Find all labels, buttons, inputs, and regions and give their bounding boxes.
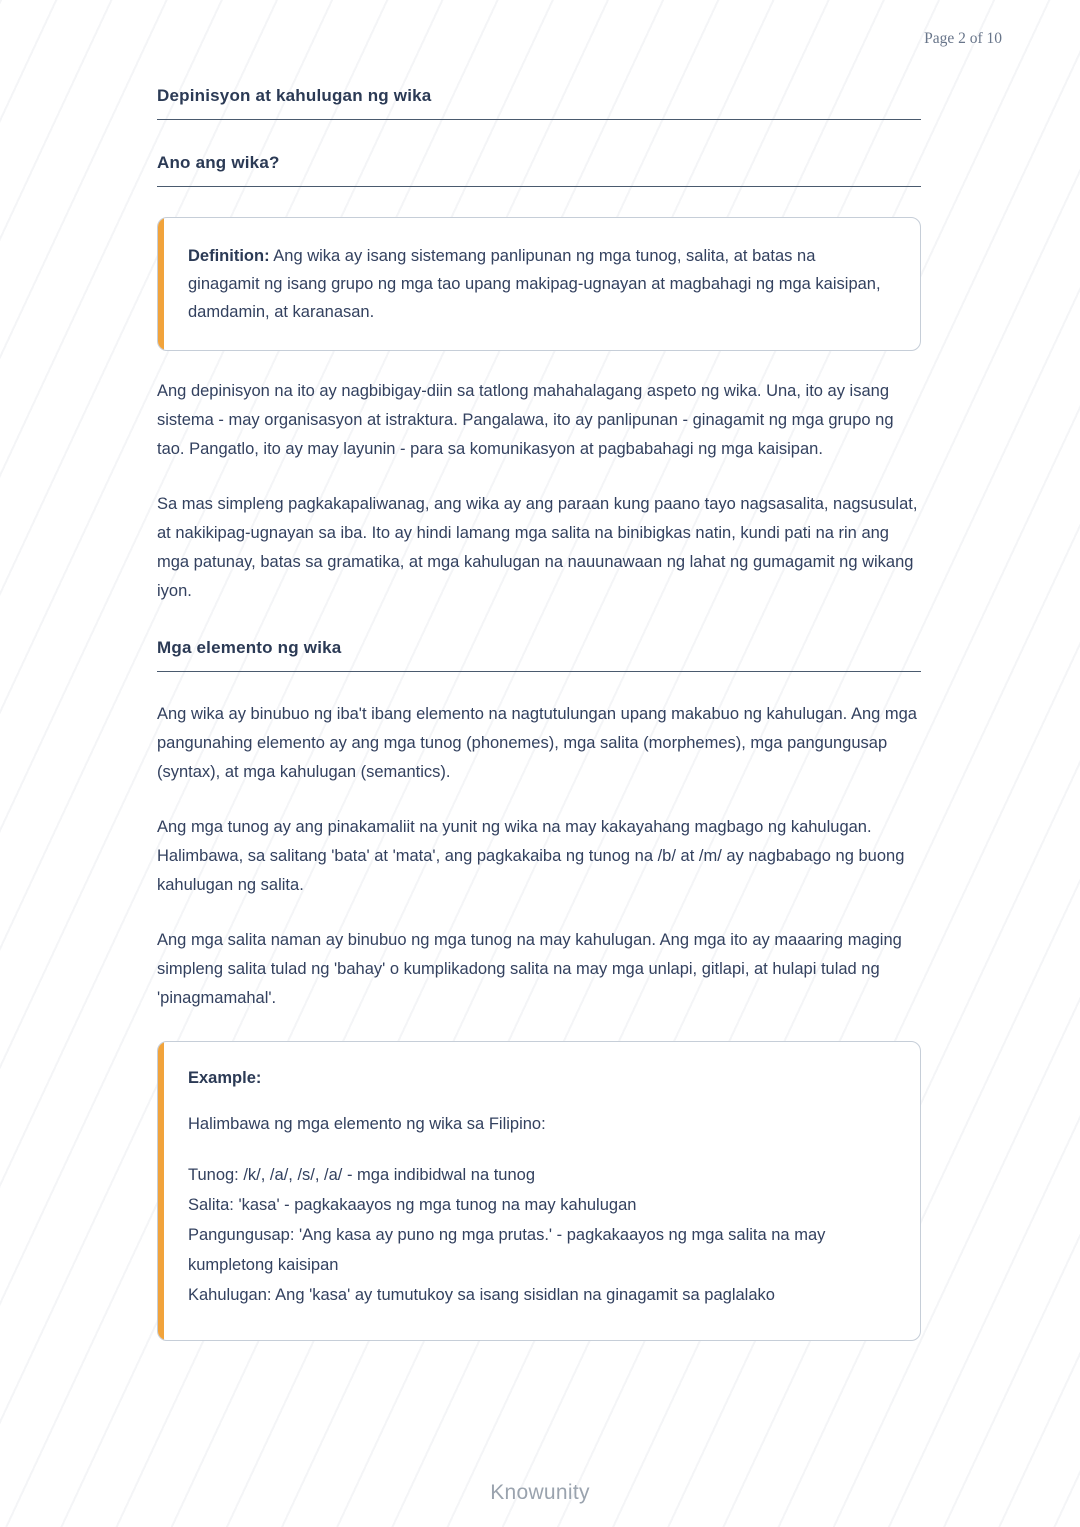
paragraph: Ang mga salita naman ay binubuo ng mga tunog na may kahulugan. Ang mga ito ay maaaring maging simpleng salita tulad ng 'bahay' o kumplikadong salita na may mga unlapi, gitlapi, at hulapi tulad ng 'pinagmamahal'.	[157, 931, 902, 1007]
paragraph: Ang wika ay binubuo ng iba't ibang elemento na nagtutulungan upang makabuo ng kahulugan. Ang mga pangunahing elemento ay ang mga tunog (phonemes), mga salita (morphemes), mga pangungusap (syntax), at mga kahulugan (semantics).	[157, 705, 917, 781]
example-intro: Halimbawa ng mga elemento ng wika sa Filipino:	[188, 1115, 546, 1133]
footer-brand: Knowunity	[490, 1481, 590, 1504]
definition-box	[157, 217, 921, 351]
accent-bar	[158, 1042, 164, 1340]
example-line: Pangungusap: 'Ang kasa ay puno ng mga prutas.' - pagkakaayos ng mga salita na may kumpletong kaisipan	[188, 1226, 826, 1274]
accent-bar	[158, 218, 164, 350]
section-heading-sub: Ano ang wika?	[157, 153, 921, 187]
document-content	[157, 86, 921, 1341]
definition-label: Definition:	[188, 247, 270, 265]
definition-text	[188, 242, 890, 326]
section-heading-elements: Mga elemento ng wika	[157, 638, 921, 672]
page-number: Page 2 of 10	[924, 30, 1002, 47]
example-line: Salita: 'kasa' - pagkakaayos ng mga tunog na may kahulugan	[188, 1196, 637, 1214]
paragraph: Ang depinisyon na ito ay nagbibigay-diin sa tatlong mahahalagang aspeto ng wika. Una, ito ay isang sistema - may organisasyon at istraktura. Pangalawa, ito ay panlipunan - ginagamit ng mga grupo ng tao. Pangatlo, ito ay may layunin - para sa komunikasyon at pagbabahagi ng mga kaisipan.	[157, 382, 894, 458]
paragraph: Ang mga tunog ay ang pinakamaliit na yunit ng wika na may kakayahang magbago ng kahulugan. Halimbawa, sa salitang 'bata' at 'mata', ang pagkakaiba ng tunog na /b/ at /m/ ay nagbabago ng buong kahulugan ng salita.	[157, 818, 905, 894]
paragraph: Sa mas simpleng pagkakapaliwanag, ang wika ay ang paraan kung paano tayo nagsasalita, nagsusulat, at nakikipag-ugnayan sa iba. Ito ay hindi lamang mga salita na binibigkas natin, kundi pati na rin ang mga patunay, batas sa gramatika, at mga kahulugan na nauunawaan ng lahat ng gumagamit ng wikang iyon.	[157, 495, 918, 600]
section-heading-main: Depinisyon at kahulugan ng wika	[157, 86, 921, 120]
example-box	[157, 1041, 921, 1341]
example-lines	[188, 1160, 890, 1310]
example-line: Tunog: /k/, /a/, /s/, /a/ - mga indibidwal na tunog	[188, 1166, 535, 1184]
definition-body: Ang wika ay isang sistemang panlipunan ng mga tunog, salita, at batas na ginagamit ng isang grupo ng mga tao upang makipag-ugnayan at magbahagi ng mga kaisipan, damdamin, at karanasan.	[188, 247, 881, 321]
example-label: Example:	[188, 1069, 262, 1087]
example-line: Kahulugan: Ang 'kasa' ay tumutukoy sa isang sisidlan na ginagamit sa paglalako	[188, 1286, 775, 1304]
